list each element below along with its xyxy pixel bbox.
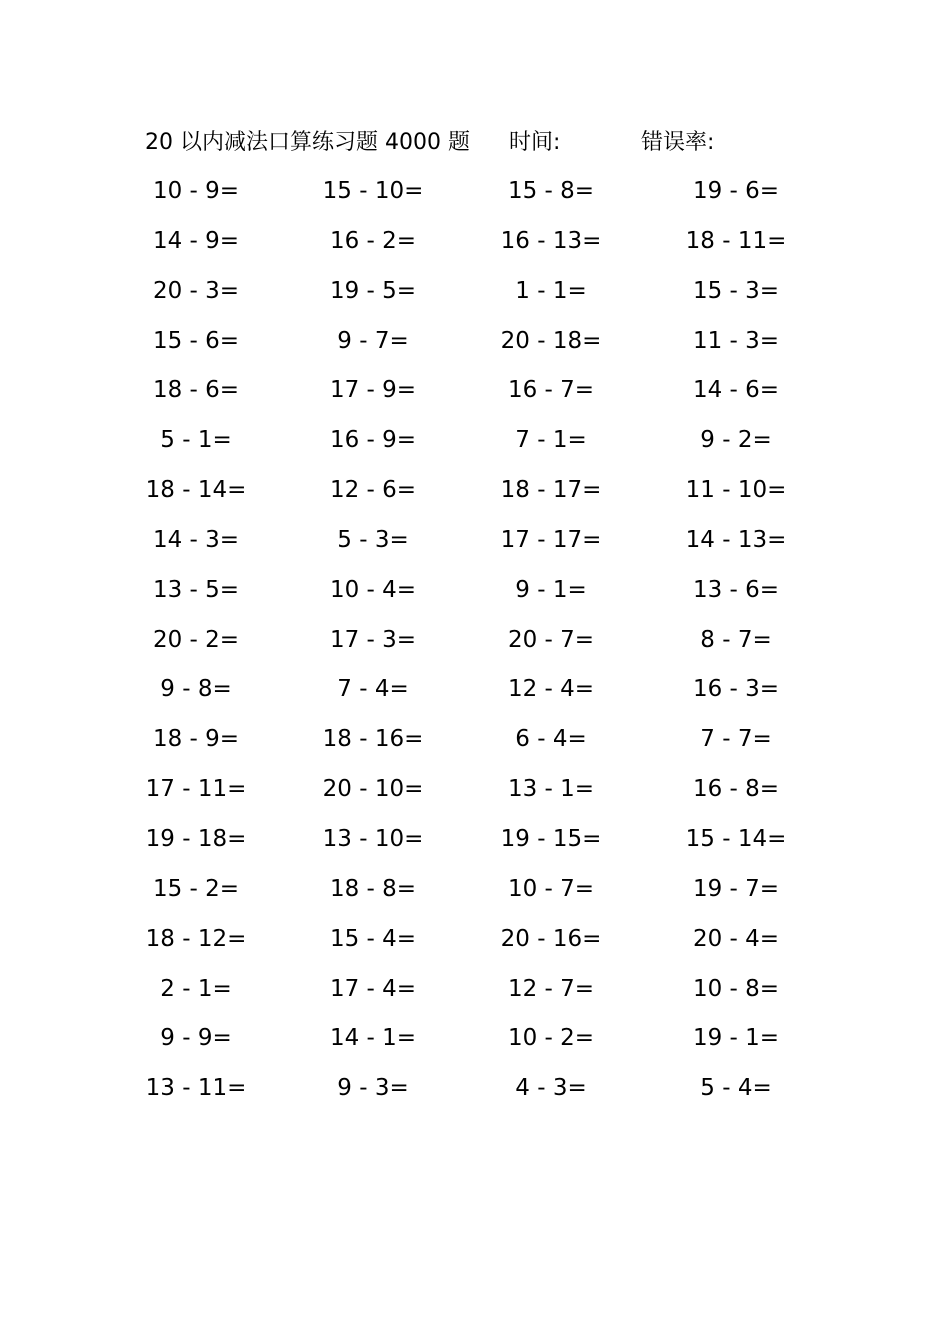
problem-item: 17 - 11= — [145, 776, 247, 803]
problem-item: 7 - 1= — [515, 427, 587, 454]
problem-item: 16 - 7= — [507, 377, 595, 404]
problem-item: 20 - 3= — [152, 277, 240, 304]
time-label: 时间: — [509, 130, 561, 155]
problem-grid — [0, 168, 950, 1115]
problem-item: 9 - 9= — [160, 1025, 232, 1052]
problem-item: 15 - 8= — [507, 178, 595, 204]
problem-row — [0, 367, 950, 417]
problem-row — [0, 666, 950, 716]
problem-item: 14 - 1= — [329, 1025, 417, 1052]
problem-item: 14 - 3= — [152, 526, 240, 553]
problem-item: 18 - 14= — [145, 477, 247, 504]
problem-item: 18 - 9= — [152, 726, 240, 753]
problem-item: 20 - 2= — [152, 626, 240, 653]
problem-item: 16 - 13= — [500, 227, 602, 254]
problem-item: 6 - 4= — [515, 726, 587, 753]
problem-item: 17 - 9= — [329, 377, 417, 404]
problem-item: 10 - 2= — [507, 1025, 595, 1052]
problem-item: 20 - 10= — [322, 776, 424, 803]
problem-item: 10 - 9= — [152, 178, 240, 204]
problem-row — [0, 866, 950, 916]
problem-item: 19 - 1= — [692, 1025, 780, 1052]
problem-row — [0, 218, 950, 268]
problem-item: 5 - 3= — [337, 526, 409, 553]
problem-row — [0, 268, 950, 318]
problem-item: 19 - 5= — [329, 277, 417, 304]
problem-item: 19 - 18= — [145, 825, 247, 852]
problem-item: 10 - 8= — [692, 975, 780, 1002]
problem-item: 16 - 3= — [692, 676, 780, 703]
problem-row — [0, 916, 950, 966]
problem-item: 20 - 4= — [692, 925, 780, 952]
problem-item: 20 - 7= — [507, 626, 595, 653]
problem-item: 12 - 4= — [507, 676, 595, 703]
problem-item: 17 - 3= — [329, 626, 417, 653]
problem-item: 15 - 6= — [152, 327, 240, 354]
problem-row — [0, 1015, 950, 1065]
problem-item: 18 - 8= — [329, 875, 417, 902]
problem-item: 14 - 6= — [692, 377, 780, 404]
problem-item: 9 - 1= — [515, 576, 587, 603]
problem-item: 14 - 9= — [152, 227, 240, 254]
problem-row — [0, 168, 950, 218]
problem-item: 16 - 9= — [329, 427, 417, 454]
problem-item: 20 - 18= — [500, 327, 602, 354]
problem-item: 13 - 5= — [152, 576, 240, 603]
problem-item: 15 - 10= — [322, 178, 424, 204]
problem-item: 15 - 3= — [692, 277, 780, 304]
problem-item: 1 - 1= — [515, 277, 587, 304]
problem-item: 13 - 1= — [507, 776, 595, 803]
worksheet-header — [0, 126, 950, 160]
problem-item: 9 - 7= — [337, 327, 409, 354]
worksheet-title: 20 以内减法口算练习题 4000 题 — [145, 130, 470, 155]
problem-item: 15 - 14= — [685, 825, 787, 852]
problem-item: 18 - 12= — [145, 925, 247, 952]
problem-item: 19 - 6= — [692, 178, 780, 204]
problem-row — [0, 966, 950, 1016]
problem-item: 8 - 7= — [700, 626, 772, 653]
problem-item: 20 - 16= — [500, 925, 602, 952]
problem-row — [0, 318, 950, 368]
problem-item: 18 - 6= — [152, 377, 240, 404]
problem-item: 13 - 10= — [322, 825, 424, 852]
problem-row — [0, 617, 950, 667]
problem-row — [0, 816, 950, 866]
problem-row — [0, 467, 950, 517]
problem-item: 9 - 2= — [700, 427, 772, 454]
problem-row — [0, 716, 950, 766]
problem-item: 7 - 7= — [700, 726, 772, 753]
problem-row — [0, 567, 950, 617]
problem-row — [0, 517, 950, 567]
problem-item: 18 - 16= — [322, 726, 424, 753]
problem-item: 11 - 3= — [692, 327, 780, 354]
problem-item: 10 - 7= — [507, 875, 595, 902]
problem-row — [0, 766, 950, 816]
problem-item: 13 - 11= — [145, 1075, 247, 1102]
problem-item: 12 - 7= — [507, 975, 595, 1002]
problem-row — [0, 1065, 950, 1115]
problem-item: 17 - 4= — [329, 975, 417, 1002]
problem-item: 4 - 3= — [515, 1075, 587, 1102]
problem-item: 15 - 4= — [329, 925, 417, 952]
problem-item: 14 - 13= — [685, 526, 787, 553]
problem-item: 13 - 6= — [692, 576, 780, 603]
problem-item: 15 - 2= — [152, 875, 240, 902]
problem-item: 16 - 8= — [692, 776, 780, 803]
problem-item: 5 - 4= — [700, 1075, 772, 1102]
problem-item: 16 - 2= — [329, 227, 417, 254]
problem-item: 18 - 11= — [685, 227, 787, 254]
problem-item: 19 - 15= — [500, 825, 602, 852]
problem-item: 19 - 7= — [692, 875, 780, 902]
problem-item: 9 - 3= — [337, 1075, 409, 1102]
problem-item: 12 - 6= — [329, 477, 417, 504]
problem-item: 10 - 4= — [329, 576, 417, 603]
problem-item: 11 - 10= — [685, 477, 787, 504]
problem-item: 18 - 17= — [500, 477, 602, 504]
problem-item: 5 - 1= — [160, 427, 232, 454]
problem-item: 7 - 4= — [337, 676, 409, 703]
error-rate-label: 错误率: — [641, 130, 715, 155]
problem-item: 2 - 1= — [160, 975, 232, 1002]
problem-item: 9 - 8= — [160, 676, 232, 703]
problem-item: 17 - 17= — [500, 526, 602, 553]
problem-row — [0, 417, 950, 467]
